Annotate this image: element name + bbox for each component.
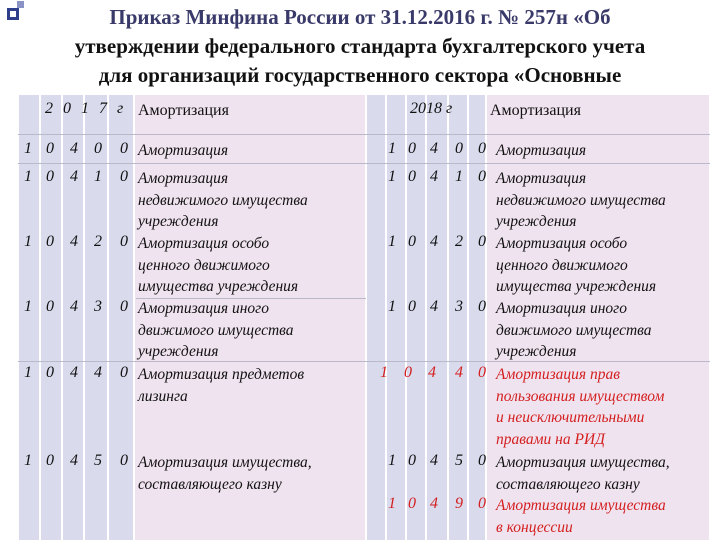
right-account-code-digit: 0 — [408, 168, 416, 185]
left-account-code-digit: 2 — [94, 233, 102, 250]
right-account-code-digit: 0 — [408, 495, 416, 512]
right-account-name-line: и неисключительными — [496, 409, 645, 426]
left-account-code-digit: 0 — [120, 364, 128, 381]
left-account-code-digit: 1 — [24, 298, 32, 315]
col-bg — [406, 95, 426, 540]
right-account-name-line: движимого имущества — [496, 321, 652, 339]
left-account-code-digit: 4 — [70, 233, 78, 250]
right-account-code-digit: 0 — [408, 233, 416, 250]
right-account-name — [496, 364, 664, 450]
left-account-code-digit: 4 — [70, 140, 78, 157]
right-account-name-line: учреждения — [496, 343, 577, 360]
right-account-code-digit: 3 — [455, 298, 463, 315]
right-account-name — [496, 233, 656, 298]
left-account-code-digit: 1 — [24, 140, 32, 157]
left-account-code-digit: 4 — [70, 364, 78, 381]
left-account-code-digit: 4 — [70, 452, 78, 469]
left-account-code-digit: 0 — [46, 364, 54, 381]
row-divider — [18, 134, 710, 135]
left-account-name-line: имущества учреждения — [138, 278, 299, 295]
right-account-code-digit: 1 — [388, 140, 396, 157]
right-account-name-line: Амортизация — [496, 142, 587, 159]
right-account-name-line: правами на РИД — [496, 430, 605, 448]
left-account-code-digit: 0 — [120, 233, 128, 250]
right-account-code-digit: 0 — [404, 364, 412, 381]
right-account-code-digit: 0 — [478, 452, 486, 469]
title-line-3: для организаций государственного сектора «Основные — [98, 63, 622, 87]
col-bg — [366, 95, 386, 540]
left-account-code-digit: 0 — [120, 140, 128, 157]
right-account-name — [496, 168, 666, 233]
left-account-name-line: ценного движимого — [138, 256, 270, 274]
left-account-code-digit: 0 — [120, 298, 128, 315]
right-account-code-digit: 9 — [455, 495, 463, 512]
header-2018-name: Амортизация — [490, 102, 581, 119]
header-2017-name: Амортизация — [138, 102, 229, 119]
left-account-name-line: Амортизация имущества, — [138, 454, 312, 471]
left-account-name-line: Амортизация иного — [138, 300, 269, 317]
right-account-code-digit: 1 — [388, 495, 396, 512]
right-account-code-digit: 2 — [455, 233, 463, 250]
left-account-code-digit: 1 — [94, 168, 102, 185]
left-account-code-digit: 0 — [46, 233, 54, 250]
right-account-name-line: Амортизация особо — [496, 235, 628, 252]
left-account-name — [138, 140, 228, 162]
col-bg — [84, 95, 108, 540]
right-account-code-digit: 4 — [430, 298, 438, 315]
left-account-name-line: учреждения — [138, 343, 219, 360]
right-account-name — [496, 452, 670, 495]
left-account-code-digit: 0 — [46, 298, 54, 315]
right-account-name-line: в концессии — [496, 518, 573, 536]
left-account-code-digit: 0 — [46, 452, 54, 469]
right-account-name-line: Амортизация имущества — [496, 497, 666, 514]
left-account-code-digit: 4 — [94, 364, 102, 381]
right-account-code-digit: 0 — [478, 168, 486, 185]
title-line-1: Приказ Минфина России от 31.12.2016 г. № 257н «Об — [109, 5, 611, 29]
right-account-name-line: Амортизация — [496, 170, 587, 187]
right-account-code-digit: 0 — [408, 452, 416, 469]
right-account-name-line: Амортизация иного — [496, 300, 627, 317]
right-account-code-digit: 4 — [428, 364, 436, 381]
col-bg — [108, 95, 134, 540]
left-account-name — [138, 298, 294, 363]
col-bg — [386, 95, 406, 540]
left-account-name-line: Амортизация предметов — [138, 366, 305, 383]
right-account-code-digit: 0 — [408, 298, 416, 315]
right-account-code-digit: 0 — [478, 233, 486, 250]
right-account-code-digit: 1 — [380, 364, 388, 381]
right-account-code-digit: 4 — [430, 140, 438, 157]
right-account-name — [496, 140, 586, 162]
left-account-name-line: лизинга — [138, 387, 188, 405]
right-account-code-digit: 0 — [478, 298, 486, 315]
right-account-code-digit: 4 — [430, 168, 438, 185]
right-account-code-digit: 1 — [388, 233, 396, 250]
row-divider — [18, 163, 710, 164]
header-2017-year: 2 0 1 7 г — [45, 100, 127, 117]
left-account-code-digit: 0 — [46, 140, 54, 157]
left-account-name-line: движимого имущества — [138, 321, 294, 339]
left-account-code-digit: 1 — [24, 364, 32, 381]
col-bg — [62, 95, 84, 540]
right-account-name-line: пользования имуществом — [496, 387, 665, 405]
left-account-name-line: Амортизация — [138, 142, 229, 159]
col-bg — [426, 95, 448, 540]
col-bg — [40, 95, 62, 540]
left-account-code-digit: 5 — [94, 452, 102, 469]
left-account-code-digit: 1 — [24, 452, 32, 469]
right-account-code-digit: 1 — [388, 298, 396, 315]
right-account-name-line: Амортизация имущества, — [496, 454, 670, 471]
right-account-name — [496, 298, 652, 363]
right-account-code-digit: 4 — [430, 495, 438, 512]
right-account-code-digit: 0 — [455, 140, 463, 157]
right-account-code-digit: 4 — [430, 233, 438, 250]
left-account-name — [138, 452, 312, 495]
left-account-name-line: Амортизация — [138, 170, 229, 187]
right-account-name-line: учреждения — [496, 213, 577, 230]
right-account-name-line: составляющего казну — [496, 475, 640, 493]
left-account-code-digit: 1 — [24, 168, 32, 185]
left-account-code-digit: 4 — [70, 298, 78, 315]
col-bg — [468, 95, 486, 540]
left-account-name — [138, 364, 304, 407]
right-account-code-digit: 4 — [430, 452, 438, 469]
left-account-name-line: учреждения — [138, 213, 219, 230]
left-account-name — [138, 233, 298, 298]
left-account-code-digit: 0 — [120, 452, 128, 469]
right-account-code-digit: 5 — [455, 452, 463, 469]
right-account-name-line: имущества учреждения — [496, 278, 657, 295]
title-line-2: утверждении федерального стандарта бухгалтерского учета — [74, 34, 646, 58]
col-bg — [448, 95, 468, 540]
right-account-code-digit: 1 — [455, 168, 463, 185]
right-account-code-digit: 1 — [388, 452, 396, 469]
right-account-name-line: недвижимого имущества — [496, 191, 666, 209]
right-account-name-line: Амортизация прав — [496, 366, 620, 383]
left-account-name-line: составляющего казну — [138, 475, 282, 493]
left-account-name-line: Амортизация особо — [138, 235, 270, 252]
left-account-code-digit: 0 — [94, 140, 102, 157]
right-account-name-line: ценного движимого — [496, 256, 628, 274]
right-account-code-digit: 0 — [478, 495, 486, 512]
header-2018-year: 2018 г — [410, 100, 453, 117]
left-account-code-digit: 1 — [24, 233, 32, 250]
right-account-code-digit: 0 — [408, 140, 416, 157]
right-account-code-digit: 0 — [478, 140, 486, 157]
left-account-code-digit: 4 — [70, 168, 78, 185]
left-account-code-digit: 3 — [94, 298, 102, 315]
left-account-code-digit: 0 — [120, 168, 128, 185]
right-account-code-digit: 4 — [455, 364, 463, 381]
right-account-code-digit: 0 — [478, 364, 486, 381]
right-account-name — [496, 495, 666, 538]
left-account-code-digit: 0 — [46, 168, 54, 185]
left-account-name-line: недвижимого имущества — [138, 191, 308, 209]
right-account-code-digit: 1 — [388, 168, 396, 185]
left-account-name — [138, 168, 308, 233]
slide-title — [0, 3, 720, 90]
col-bg — [18, 95, 40, 540]
